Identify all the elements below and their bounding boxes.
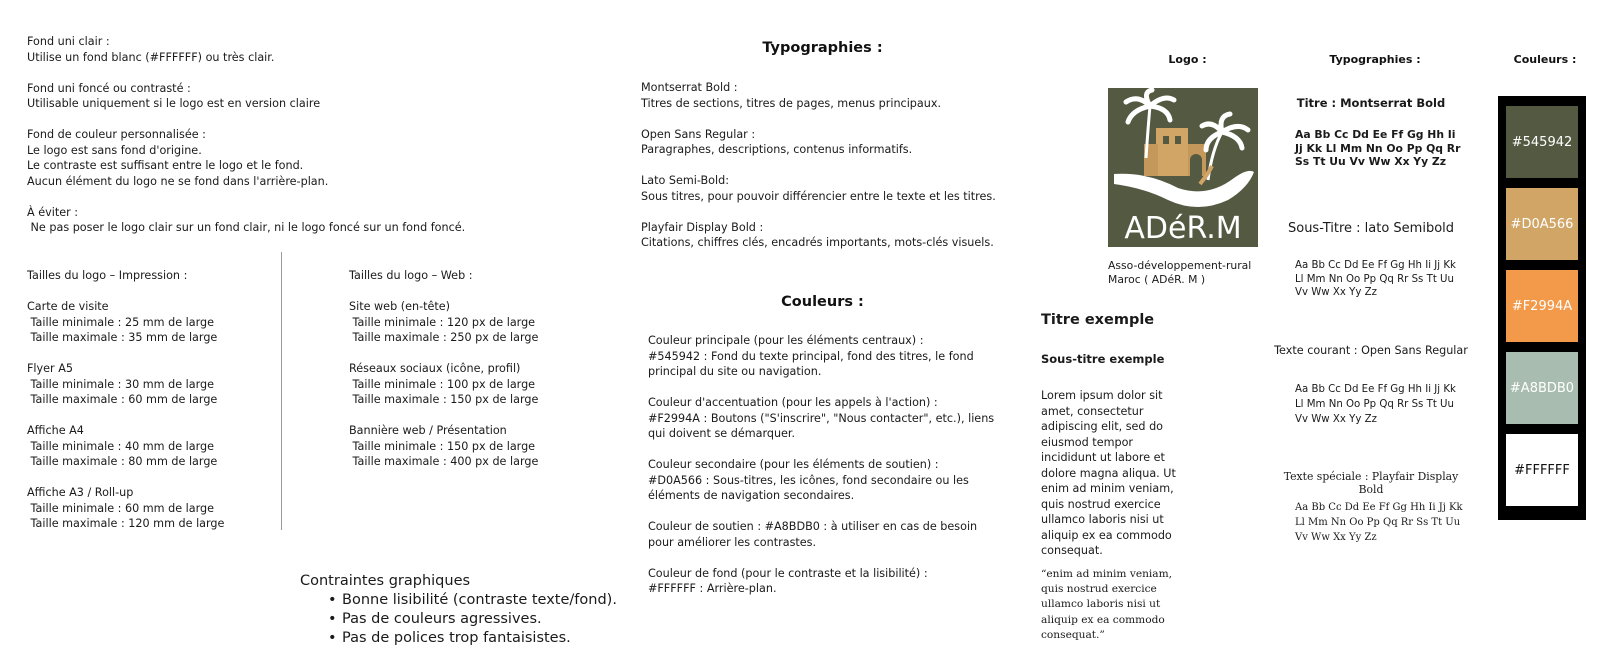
logo-artwork — [1108, 88, 1258, 247]
font-usage: Sous titres, pour pouvoir différencier entre le texte et les titres. — [641, 189, 996, 203]
size-medium-name: Affiche A4 — [27, 424, 84, 437]
guideline-heading: Fond uni foncé ou contrasté : — [27, 81, 191, 95]
sizes-divider — [281, 252, 282, 530]
size-min: Taille minimale : 150 px de large — [349, 439, 536, 453]
color-usage: #D0A566 : Sous-titres, les icônes, fond secondaire ou les éléments de navigation secondaires. — [648, 473, 969, 502]
color-swatch: #A8BDB0 — [1506, 352, 1578, 424]
guideline-text: Aucun élément du logo ne se fond dans l'arrière-plan. — [27, 174, 329, 188]
color-usage: #F2994A : Boutons ("S'inscrire", "Nous contacter", etc.), liens qui doivent se démarquer. — [648, 411, 995, 440]
logo-sizes-web-title: Tailles du logo – Web : — [349, 269, 473, 282]
background-guideline — [27, 127, 465, 189]
color-item — [648, 333, 998, 380]
typography-heading: Typographies : — [762, 40, 883, 56]
color-usage: #545942 : Fond du texte principal, fond des titres, le fond principal du site ou navigation. — [648, 349, 974, 378]
typography-item — [641, 173, 996, 204]
example-body: Lorem ipsum dolor sit amet, consectetur adipiscing elit, sed do eiusmod tempor incididunt ut labore et dolore magna aliqua. Ut enim ad minim veniam, quis nostrud exercice ullamco laboris nisi ut aliquip ex ea commodo consequat. — [1041, 389, 1176, 557]
logo-sizes-print — [27, 268, 224, 547]
color-item — [648, 519, 998, 550]
typography-item — [641, 80, 996, 111]
board-colors-title: Couleurs : — [1513, 53, 1577, 66]
typo-body-label: Texte courant : Open Sans Regular — [1274, 344, 1468, 357]
typo-body-sample: Aa Bb Cc Dd Ee Ff Gg Hh Ii Jj Kk Ll Mm Nn Oo Pp Qq Rr Ss Tt Uu Vv Ww Xx Yy Zz — [1295, 384, 1456, 425]
size-min: Taille minimale : 40 mm de large — [27, 439, 215, 453]
size-min: Taille minimale : 120 px de large — [349, 315, 536, 329]
size-max: Taille maximale : 80 mm de large — [27, 455, 218, 468]
logo-size-item — [27, 423, 224, 470]
logo-size-item — [349, 299, 538, 346]
size-medium-name: Carte de visite — [27, 300, 109, 313]
board-logo-title: Logo : — [1168, 53, 1207, 66]
constraint-item: • Pas de polices trop fantaisistes. — [342, 629, 617, 648]
board-typography-title: Typographies : — [1329, 53, 1421, 66]
typography-item — [641, 127, 996, 158]
logo-sizes-print-title: Tailles du logo – Impression : — [27, 269, 188, 282]
background-guideline — [27, 205, 465, 236]
constraints-list — [300, 591, 617, 648]
color-role: Couleur d'accentuation (pour les appels à l'action) : — [648, 396, 938, 409]
typo-title-label: Titre : Montserrat Bold — [1296, 96, 1446, 110]
font-name: Open Sans Regular : — [641, 127, 756, 141]
font-name: Lato Semi-Bold: — [641, 174, 730, 187]
size-min: Taille minimale : 30 mm de large — [27, 377, 215, 391]
logo-size-item — [27, 299, 224, 346]
size-max: Taille maximale : 60 mm de large — [27, 393, 218, 406]
logo-size-item — [349, 361, 538, 408]
colors-list — [648, 333, 998, 612]
graphic-constraints — [300, 572, 617, 648]
color-palette — [1498, 96, 1586, 520]
size-medium-name: Flyer A5 — [27, 362, 73, 375]
background-guideline — [27, 81, 465, 112]
example-quote: “enim ad minim veniam, quis nostrud exercice ullamco laboris nisi ut aliquip ex ea commodo consequat.” — [1041, 568, 1173, 641]
logo-image — [1108, 88, 1258, 247]
size-max: Taille maximale : 250 px de large — [349, 331, 539, 344]
example-title: Titre exemple — [1041, 312, 1155, 328]
logo-caption: Asso-développement-rural Maroc ( ADéR. M ) — [1108, 259, 1252, 286]
logo-sizes-web — [349, 268, 538, 485]
font-usage: Paragraphes, descriptions, contenus informatifs. — [641, 143, 913, 156]
size-min: Taille minimale : 100 px de large — [349, 377, 536, 391]
guideline-heading: Fond de couleur personnalisée : — [27, 128, 206, 141]
typography-item — [641, 220, 996, 251]
logo-size-item — [27, 485, 224, 532]
logo-size-item — [349, 423, 538, 470]
guideline-heading: Fond uni clair : — [27, 35, 110, 48]
guideline-heading: À éviter : — [27, 205, 79, 219]
size-min: Taille minimale : 25 mm de large — [27, 315, 215, 329]
size-medium-name: Réseaux sociaux (icône, profil) — [349, 362, 521, 375]
typo-subtitle-label: Sous-Titre : lato Semibold — [1287, 221, 1455, 236]
size-max: Taille maximale : 150 px de large — [349, 393, 539, 406]
color-role: Couleur secondaire (pour les éléments de soutien) : — [648, 458, 939, 471]
background-guidelines — [27, 34, 465, 251]
color-swatch: #D0A566 — [1506, 188, 1578, 260]
typo-special-label: Texte spéciale : Playfair Display Bold — [1283, 470, 1459, 496]
size-max: Taille maximale : 35 mm de large — [27, 331, 218, 344]
typography-list — [641, 80, 996, 266]
guideline-text: Utilise un fond blanc (#FFFFFF) ou très clair. — [27, 50, 275, 64]
constraint-item: • Pas de couleurs agressives. — [342, 610, 617, 629]
typo-special-sample: Aa Bb Cc Dd Ee Ff Gg Hh Ii Jj Kk Ll Mm Nn Oo Pp Qq Rr Ss Tt Uu Vv Ww Xx Yy Zz — [1295, 502, 1463, 543]
size-min: Taille minimale : 60 mm de large — [27, 501, 215, 515]
size-medium-name: Site web (en-tête) — [349, 300, 451, 313]
typo-subtitle-sample: Aa Bb Cc Dd Ee Ff Gg Hh Ii Jj Kk Ll Mm Nn Oo Pp Qq Rr Ss Tt Uu Vv Ww Xx Yy Zz — [1295, 260, 1456, 298]
constraints-title: Contraintes graphiques — [300, 573, 471, 589]
color-role: Couleur de soutien : #A8BDB0 : à utiliser en cas de besoin pour améliorer les contrastes. — [648, 520, 978, 549]
size-medium-name: Bannière web / Présentation — [349, 424, 507, 437]
color-usage: #FFFFFF : Arrière-plan. — [648, 582, 777, 595]
logo-wordmark: ADéR.M — [1124, 211, 1242, 246]
size-medium-name: Affiche A3 / Roll-up — [27, 486, 134, 499]
guideline-text: Ne pas poser le logo clair sur un fond clair, ni le logo foncé sur un fond foncé. — [27, 221, 466, 234]
guideline-text: Le contraste est suffisant entre le logo et le fond. — [27, 159, 304, 172]
color-item — [648, 395, 998, 442]
constraint-item: • Bonne lisibilité (contraste texte/fond). — [342, 591, 617, 610]
color-swatch: #545942 — [1506, 106, 1578, 178]
typo-title-sample: Aa Bb Cc Dd Ee Ff Gg Hh Ii Jj Kk Ll Mm Nn Oo Pp Qq Rr Ss Tt Uu Vv Ww Xx Yy Zz — [1295, 128, 1461, 168]
guideline-text: Le logo est sans fond d'origine. — [27, 143, 202, 157]
color-swatch: #F2994A — [1506, 270, 1578, 342]
example-subtitle: Sous-titre exemple — [1041, 352, 1165, 366]
color-item — [648, 457, 998, 504]
size-max: Taille maximale : 400 px de large — [349, 455, 539, 468]
size-max: Taille maximale : 120 mm de large — [27, 517, 225, 530]
color-item — [648, 566, 998, 597]
color-role: Couleur principale (pour les éléments centraux) : — [648, 334, 924, 347]
font-name: Playfair Display Bold : — [641, 220, 764, 234]
font-usage: Titres de sections, titres de pages, menus principaux. — [641, 96, 942, 110]
guideline-text: Utilisable uniquement si le logo est en version claire — [27, 97, 321, 110]
color-swatch: #FFFFFF — [1506, 434, 1578, 506]
font-name: Montserrat Bold : — [641, 81, 738, 94]
logo-size-item — [27, 361, 224, 408]
background-guideline — [27, 34, 465, 65]
font-usage: Citations, chiffres clés, encadrés importants, mots-clés visuels. — [641, 236, 994, 249]
color-role: Couleur de fond (pour le contraste et la lisibilité) : — [648, 566, 928, 580]
colors-heading: Couleurs : — [781, 294, 864, 310]
